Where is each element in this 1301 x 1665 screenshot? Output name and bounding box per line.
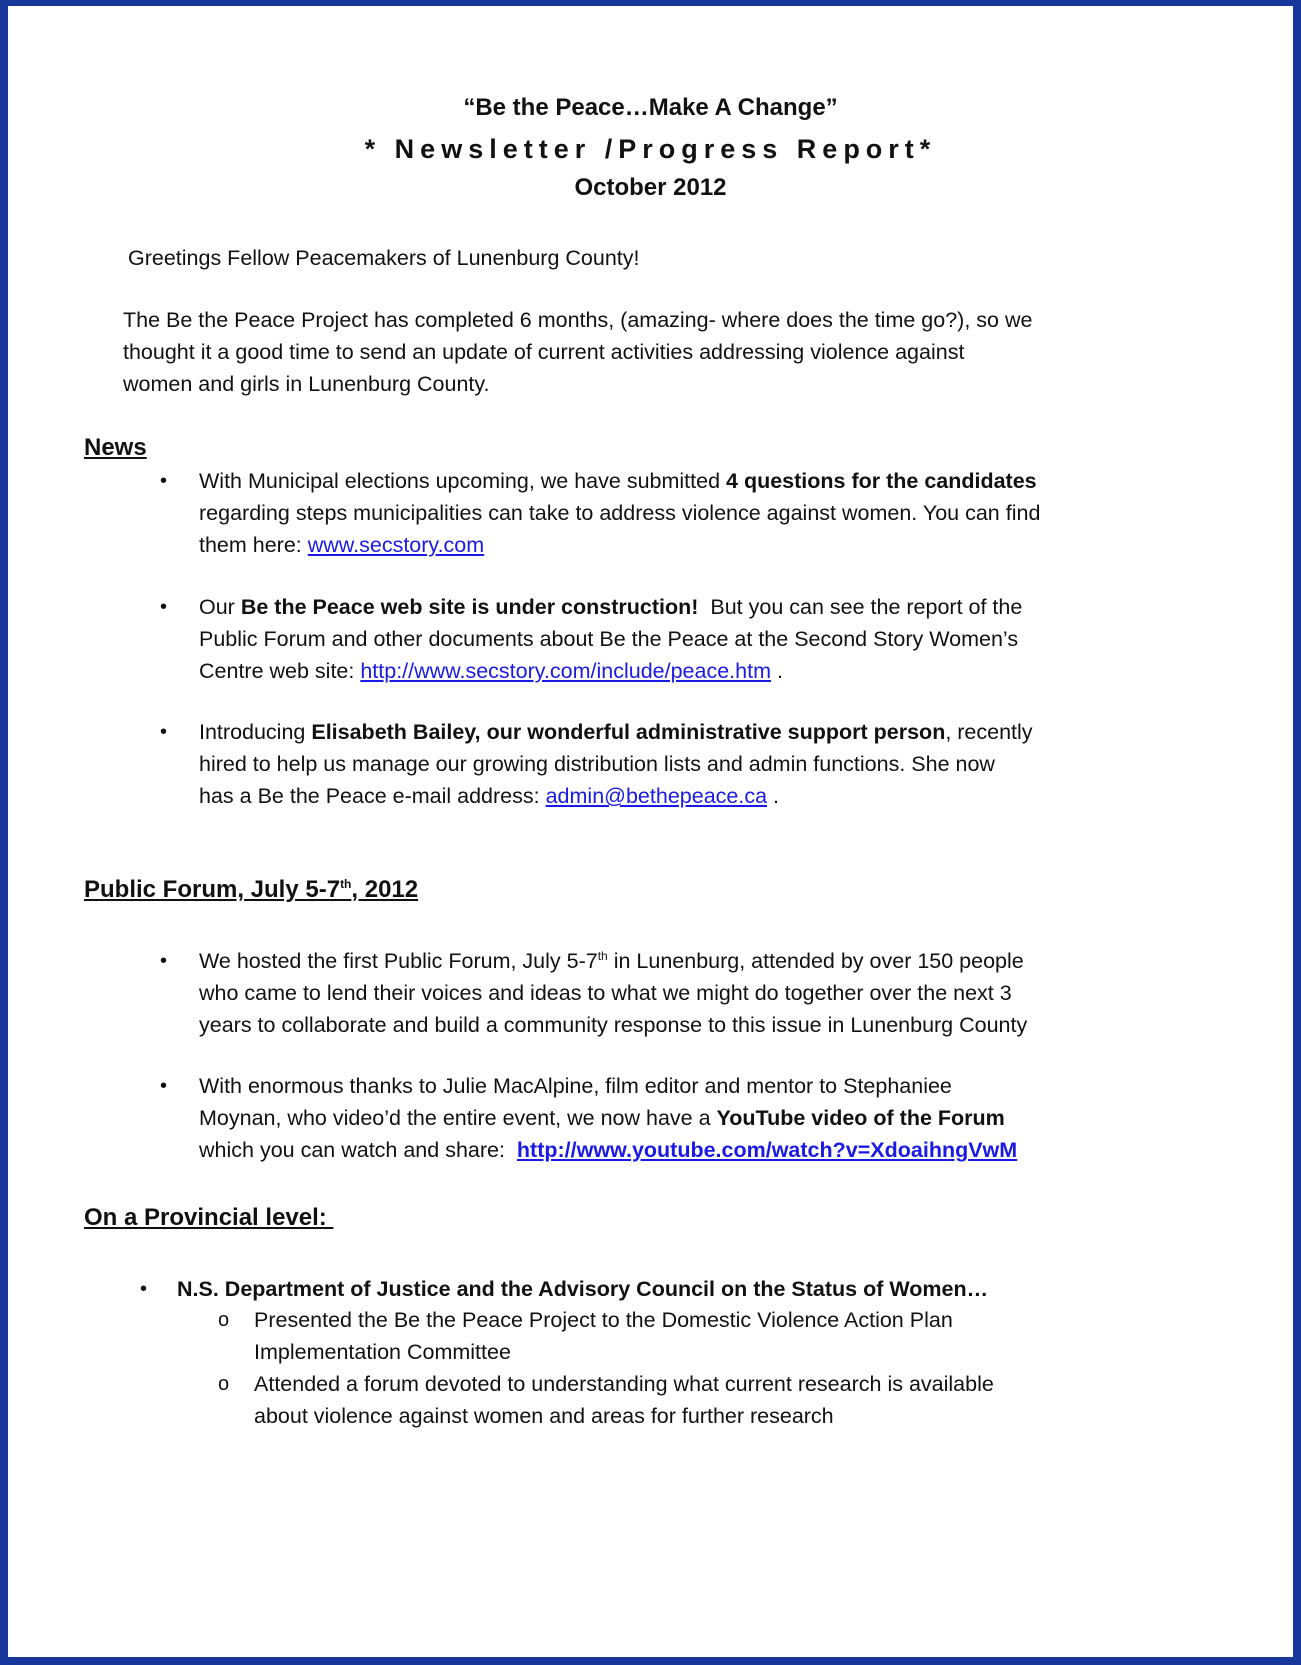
text: about violence against women and areas for further research [254, 1404, 834, 1428]
bold-text: Elisabeth Bailey, our wonderful administrative support person [311, 720, 946, 744]
text: Attended a forum devoted to understanding what current research is available [254, 1372, 994, 1396]
intro-line: The Be the Peace Project has completed 6 months, (amazing- where does the time go?), so we [123, 308, 1033, 332]
sub-bullet-icon: o [218, 1309, 230, 1331]
greeting: Greetings Fellow Peacemakers of Lunenburg County! [128, 246, 640, 270]
bullet-icon: • [160, 1075, 168, 1097]
bullet-icon: • [160, 950, 168, 972]
bullet-icon: • [140, 1278, 148, 1300]
news-item-admin [199, 716, 1033, 812]
news-heading: News [84, 434, 147, 461]
sub-bullet-icon: o [218, 1373, 230, 1395]
newsletter-title: * Newsletter /Progress Report* [364, 134, 937, 164]
news-item-website [199, 591, 1022, 687]
text: which you can watch and share: [199, 1138, 517, 1162]
provincial-sub-item-attended [254, 1368, 994, 1432]
intro-line: thought it a good time to send an update of current activities addressing violence against [123, 340, 965, 364]
text: Implementation Committee [254, 1340, 511, 1364]
text: With enormous thanks to Julie MacAlpine, film editor and mentor to Stephaniee [199, 1074, 952, 1098]
bullet-icon: • [160, 470, 168, 492]
text: hired to help us manage our growing distribution lists and admin functions. She now [199, 752, 995, 776]
text: regarding steps municipalities can take to address violence against women. You can find [199, 501, 1041, 525]
text: Public Forum, July 5-7 [84, 876, 341, 903]
text: Our [199, 595, 241, 619]
admin-email-link[interactable]: admin@bethepeace.ca [545, 784, 768, 808]
secstory-link[interactable]: www.secstory.com [307, 533, 485, 557]
news-item-questions [199, 465, 1040, 561]
bold-text: YouTube video of the Forum [716, 1106, 1005, 1130]
text: has a Be the Peace e-mail address: [199, 784, 546, 808]
intro-paragraph [123, 304, 1032, 400]
text: , 2012 [351, 876, 419, 903]
bullet-icon: • [160, 596, 168, 618]
forum-item-hosted [199, 945, 1027, 1041]
provincial-sub-item-presented [254, 1304, 953, 1368]
text: With Municipal elections upcoming, we have submitted [199, 469, 727, 493]
text: in Lunenburg, attended by over 150 people [607, 949, 1024, 973]
youtube-link[interactable]: http://www.youtube.com/watch?v=XdoaihngVwM [516, 1138, 1018, 1162]
text: But you can see the report of the [698, 595, 1023, 619]
forum-item-video [199, 1070, 1017, 1166]
bullet-icon: • [160, 721, 168, 743]
bold-text: Be the Peace web site is under construction! [240, 595, 699, 619]
text: , recently [945, 720, 1033, 744]
text: Centre web site: [199, 659, 361, 683]
bold-text: 4 questions for the candidates [726, 469, 1037, 493]
superscript: th [597, 948, 608, 963]
text: . [767, 784, 779, 808]
peace-page-link[interactable]: http://www.secstory.com/include/peace.htm [360, 659, 771, 683]
public-forum-heading [84, 874, 418, 906]
superscript: th [340, 877, 352, 891]
provincial-item: N.S. Department of Justice and the Advisory Council on the Status of Women… [177, 1277, 989, 1301]
text: Introducing [199, 720, 312, 744]
text: Public Forum and other documents about Be the Peace at the Second Story Women’s [199, 627, 1019, 651]
text: . [771, 659, 783, 683]
text: Presented the Be the Peace Project to the Domestic Violence Action Plan [254, 1308, 953, 1332]
newsletter-date: October 2012 [574, 174, 727, 201]
text: years to collaborate and build a community response to this issue in Lunenburg County [199, 1013, 1028, 1037]
intro-line: women and girls in Lunenburg County. [123, 372, 490, 396]
text: We hosted the first Public Forum, July 5-7 [199, 949, 598, 973]
provincial-heading: On a Provincial level: [84, 1204, 334, 1231]
text: Moynan, who video’d the entire event, we now have a [199, 1106, 717, 1130]
text: who came to lend their voices and ideas to what we might do together over the next 3 [199, 981, 1012, 1005]
slogan: “Be the Peace…Make A Change” [463, 94, 838, 121]
text: them here: [199, 533, 308, 557]
